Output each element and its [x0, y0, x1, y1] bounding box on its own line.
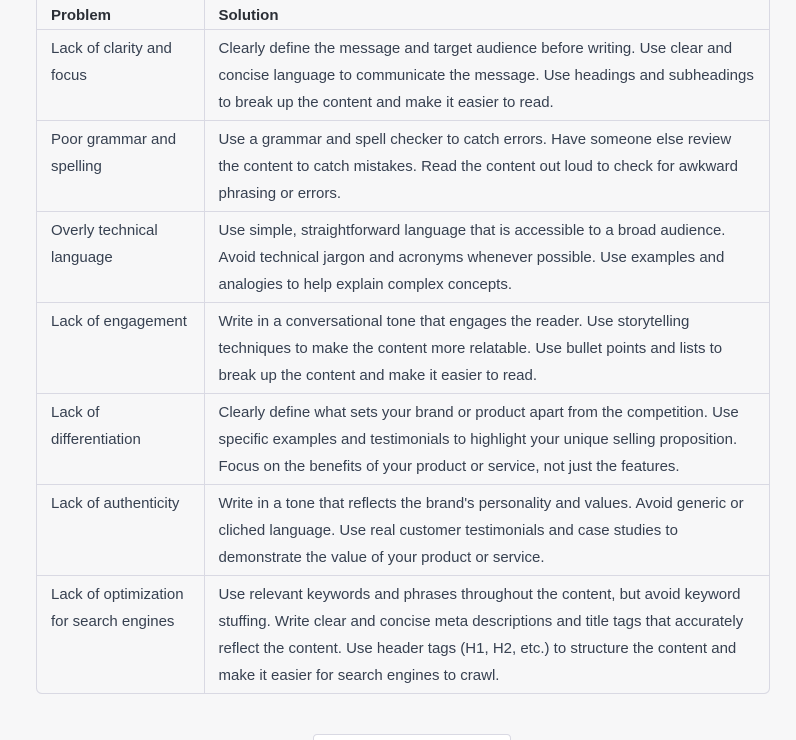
regenerate-button-partial[interactable]	[313, 734, 511, 740]
solution-cell: Use relevant keywords and phrases throughout the content, but avoid keyword stuffing. Write clear and concise meta descriptions and title tags that accurately reflect the content. Use header tags (H1, H2, etc.) to structure the content and make it easier for search engines to crawl.	[204, 576, 769, 694]
problem-cell: Poor grammar and spelling	[37, 121, 204, 212]
problem-cell: Lack of authenticity	[37, 485, 204, 576]
solution-cell: Use simple, straightforward language that is accessible to a broad audience. Avoid technical jargon and acronyms whenever possible. Use examples and analogies to help explain complex concepts.	[204, 212, 769, 303]
problem-cell: Lack of differentiation	[37, 394, 204, 485]
table-row	[37, 485, 769, 576]
header-problem: Problem	[37, 0, 204, 30]
solution-cell: Use a grammar and spell checker to catch errors. Have someone else review the content to catch mistakes. Read the content out loud to check for awkward phrasing or errors.	[204, 121, 769, 212]
problem-cell: Lack of optimization for search engines	[51, 586, 184, 630]
table-row	[37, 212, 769, 303]
table-row	[37, 303, 769, 394]
problem-cell: Overly technical language	[37, 212, 204, 303]
table-row	[37, 121, 769, 212]
problem-cell: Lack of clarity and focus	[37, 30, 204, 121]
problem-cell: Lack of engagement	[37, 303, 204, 394]
solution-cell: Clearly define what sets your brand or product apart from the competition. Use specific examples and testimonials to highlight your unique selling proposition. Focus on the benefits of your product or service, not just the features.	[204, 394, 769, 485]
table-row	[37, 576, 769, 694]
table-row	[37, 394, 769, 485]
table-row	[37, 30, 769, 121]
solution-cell: Write in a tone that reflects the brand's personality and values. Avoid generic or cliched language. Use real customer testimonials and case studies to demonstrate the value of your product or service.	[204, 485, 769, 576]
header-solution: Solution	[204, 0, 769, 30]
solution-cell: Clearly define the message and target audience before writing. Use clear and concise language to communicate the message. Use headings and subheadings to break up the content and make it easier to read.	[204, 30, 769, 121]
solution-cell: Write in a conversational tone that engages the reader. Use storytelling techniques to make the content more relatable. Use bullet points and lists to break up the content and make it easier to read.	[204, 303, 769, 394]
problem-solution-table	[36, 0, 770, 694]
table-header-row	[37, 0, 769, 30]
